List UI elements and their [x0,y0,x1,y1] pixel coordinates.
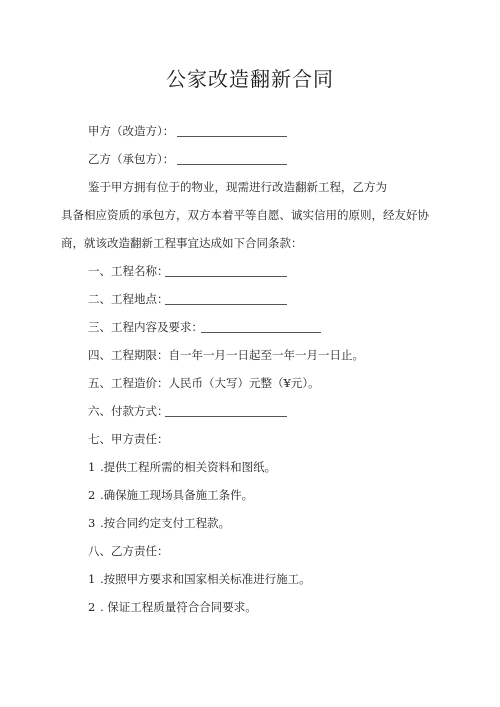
clause-project-location: 二、工程地点： [88,292,169,306]
document-title: 公家改造翻新合同 [166,67,334,91]
duty-number: 3 [88,516,96,530]
intro-line-2: 具备相应资质的承包方，双方本着平等自愿、诚实信用的原则，经友好协 [61,208,429,222]
intro-line-1: 鉴于甲方拥有位于的物业，现需进行改造翻新工程，乙方为 [88,180,387,194]
party-a-blank [177,136,287,137]
clause-project-cost: 五、工程造价：人民币（大写）元整（¥元）。 [88,376,320,390]
duty-number: 2 [88,600,96,614]
project-location-blank [165,304,287,305]
party-a-duty-item [88,488,253,502]
duty-text: .按照甲方要求和国家相关标准进行施工。 [100,572,311,586]
party-a-duty-item [88,516,230,530]
project-content-blank [201,332,321,333]
duty-number: 1 [88,572,96,586]
clause-project-content: 三、工程内容及要求： [88,320,203,334]
clause-party-a-duties: 七、甲方责任： [88,432,169,446]
duty-text: .按合同约定支付工程款。 [100,516,231,530]
duty-number: 2 [88,488,96,502]
party-a-label: 甲方（改造方）： [88,124,175,138]
payment-method-blank [165,416,287,417]
duty-text: .确保施工现场具备施工条件。 [100,488,254,502]
project-name-blank [165,276,287,277]
party-b-duty-item [88,572,311,586]
duty-number: 1 [88,460,96,474]
duty-text: . 保证工程质量符合合同要求。 [100,600,257,614]
clause-project-period: 四、工程期限：自一年一月一日起至一年一月一日止。 [88,348,364,362]
party-b-blank [177,164,287,165]
duty-text: .提供工程所需的相关资料和图纸。 [100,460,277,474]
party-b-label: 乙方（承包方）： [88,152,175,166]
clause-project-name: 一、工程名称： [88,264,169,278]
party-a-duty-item [88,460,276,474]
clause-party-b-duties: 八、乙方责任： [88,544,169,558]
intro-line-3: 商，就该改造翻新工程事宜达成如下合同条款： [61,236,303,250]
clause-payment-method: 六、付款方式： [88,404,169,418]
party-b-duty-item [88,600,257,614]
